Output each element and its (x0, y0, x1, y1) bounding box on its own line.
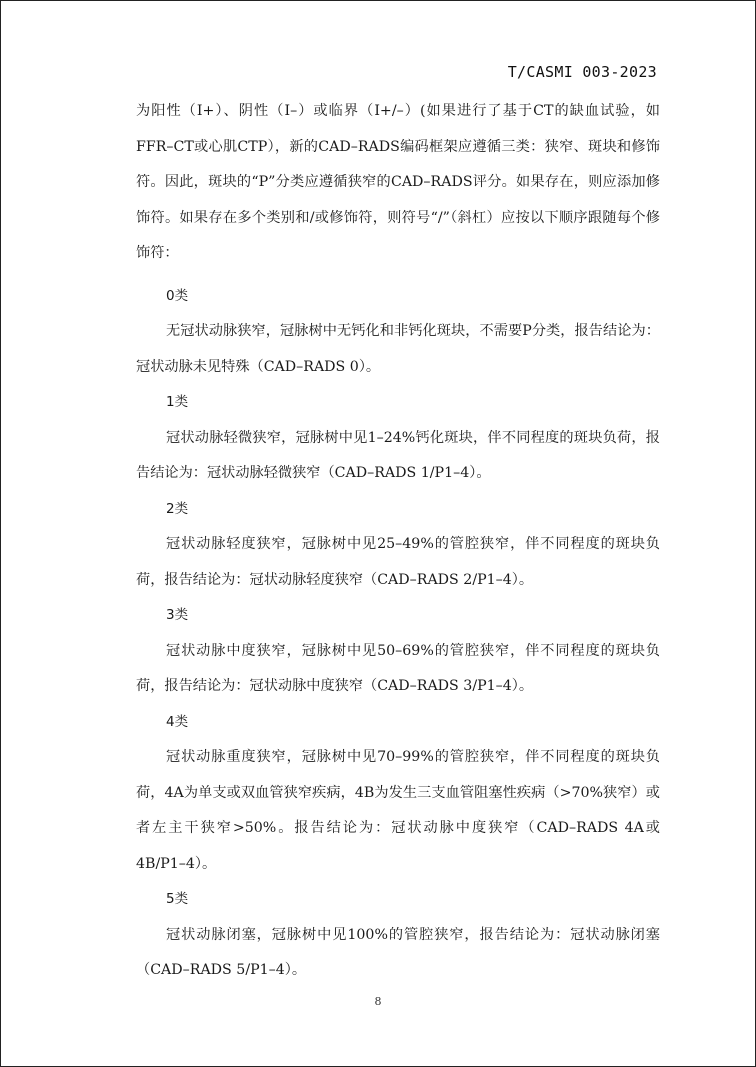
category-text: 无冠状动脉狭窄，冠脉树中无钙化和非钙化斑块，不需要P分类，报告结论为：冠状动脉未见特殊（CAD–RADS 0）。 (136, 323, 660, 375)
document-body (136, 94, 660, 989)
document-code: T/CASMI 003-2023 (507, 63, 657, 81)
intro-paragraph (136, 94, 660, 272)
category-text: 冠状动脉闭塞，冠脉树中见100%的管腔狭窄，报告结论为：冠状动脉闭塞（CAD–RADS 5/P1–4）。 (136, 926, 660, 978)
intro-line: 饰符。因此，斑块的“P”分类应遵循狭窄的CAD–RADS评分。如果存在，则应 (136, 138, 660, 190)
category-text: 冠状动脉中度狭窄，冠脉树中见50–69%的管腔狭窄，伴不同程度的斑块负荷，报告结论为：冠状动脉中度狭窄（CAD–RADS 3/P1–4）。 (136, 642, 660, 694)
category-heading: 3类 (166, 607, 189, 623)
category-text: 冠状动脉轻微狭窄，冠脉树中见1–24%钙化斑块，伴不同程度的斑块负荷，报告结论为：冠状动脉轻微狭窄（CAD–RADS 1/P1–4）。 (136, 429, 660, 481)
category-heading: 5类 (166, 891, 189, 907)
category-heading: 2类 (166, 500, 189, 517)
intro-line: 为阳性（I+）、阴性（I–）或临界（I+/–）(如果进行了基于CT的缺血试验，如 (136, 103, 660, 119)
category-heading: 0类 (166, 287, 189, 304)
category-heading: 4类 (166, 713, 189, 730)
intro-line: 添加修饰符。如果存在多个类别和/或修饰符，则符号“/”（斜杠）应按以下顺 (136, 174, 660, 226)
category-text: 冠状动脉重度狭窄，冠脉树中见70–99%的管腔狭窄，伴不同程度的斑块负荷，4A为单支或双血管狭窄疾病，4B为发生三支血管阻塞性疾病（>70%狭窄）或者左主干狭窄>50%。报告结论为：冠状动脉中度狭窄（CAD–RADS 4A或4B/P1–4）。 (136, 749, 660, 872)
category-heading: 1类 (166, 394, 189, 410)
page-number: 8 (374, 995, 382, 1008)
intro-line: 序跟随每个修饰符： (136, 209, 660, 261)
spacer (136, 272, 660, 279)
intro-line: FFR–CT或心肌CTP），新的CAD–RADS编码框架应遵循三类：狭窄、斑块和修 (136, 138, 646, 155)
category-text: 冠状动脉轻度狭窄，冠脉树中见25–49%的管腔狭窄，伴不同程度的斑块负荷，报告结论为：冠状动脉轻度狭窄（CAD–RADS 2/P1–4）。 (136, 536, 660, 588)
